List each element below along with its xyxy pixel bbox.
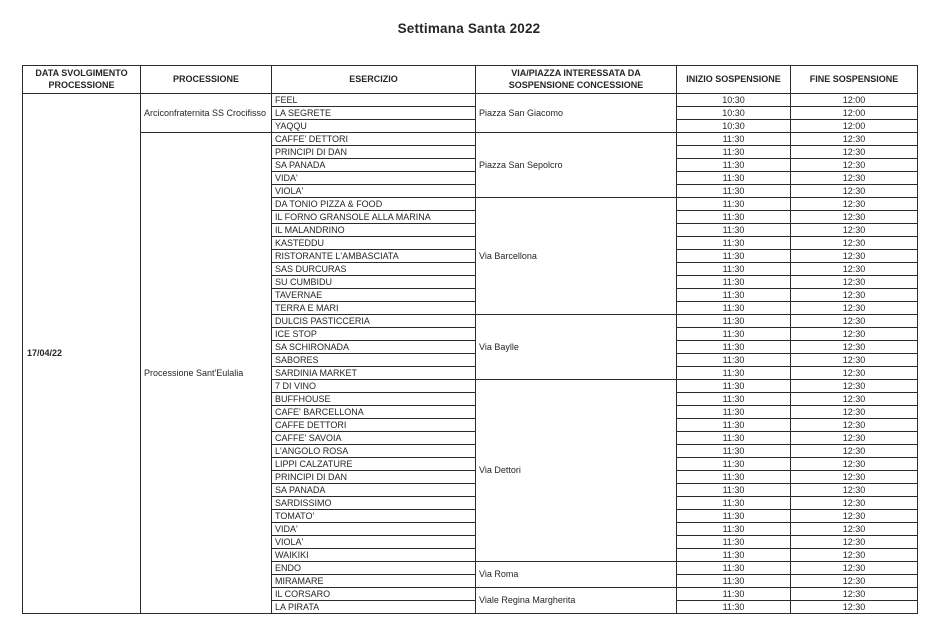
fine-sospensione-cell: 12:30 [791,497,918,510]
fine-sospensione-cell: 12:30 [791,276,918,289]
col-header-fine-sospensione: FINE SOSPENSIONE [791,66,918,94]
via-piazza-cell: Viale Regina Margherita [476,588,677,614]
inizio-sospensione-cell: 11:30 [677,536,791,549]
inizio-sospensione-cell: 11:30 [677,588,791,601]
via-piazza-cell: Piazza San Giacomo [476,94,677,133]
inizio-sospensione-cell: 11:30 [677,549,791,562]
esercizio-cell: ENDO [272,562,476,575]
fine-sospensione-cell: 12:30 [791,172,918,185]
table-row [23,94,918,107]
fine-sospensione-cell: 12:30 [791,263,918,276]
esercizio-cell: IL MALANDRINO [272,224,476,237]
esercizio-cell: TAVERNAE [272,289,476,302]
col-header-via-piazza: VIA/PIAZZA INTERESSATA DA SOSPENSIONE CONCESSIONE [476,66,677,94]
esercizio-cell: MIRAMARE [272,575,476,588]
esercizio-cell: SARDISSIMO [272,497,476,510]
col-header-processione: PROCESSIONE [141,66,272,94]
fine-sospensione-cell: 12:30 [791,185,918,198]
fine-sospensione-cell: 12:00 [791,107,918,120]
fine-sospensione-cell: 12:30 [791,159,918,172]
fine-sospensione-cell: 12:30 [791,354,918,367]
fine-sospensione-cell: 12:30 [791,562,918,575]
page-title: Settimana Santa 2022 [397,21,541,36]
esercizio-cell: VIDA' [272,523,476,536]
via-piazza-cell: Via Dettori [476,380,677,562]
inizio-sospensione-cell: 11:30 [677,224,791,237]
inizio-sospensione-cell: 11:30 [677,237,791,250]
fine-sospensione-cell: 12:30 [791,380,918,393]
fine-sospensione-cell: 12:30 [791,146,918,159]
fine-sospensione-cell: 12:30 [791,341,918,354]
fine-sospensione-cell: 12:00 [791,94,918,107]
esercizio-cell: SU CUMBIDU [272,276,476,289]
inizio-sospensione-cell: 11:30 [677,406,791,419]
col-header-inizio-sospensione: INIZIO SOSPENSIONE [677,66,791,94]
fine-sospensione-cell: 12:30 [791,458,918,471]
inizio-sospensione-cell: 11:30 [677,133,791,146]
fine-sospensione-cell: 12:30 [791,445,918,458]
esercizio-cell: L'ANGOLO ROSA [272,445,476,458]
inizio-sospensione-cell: 11:30 [677,367,791,380]
inizio-sospensione-cell: 11:30 [677,601,791,614]
inizio-sospensione-cell: 11:30 [677,484,791,497]
col-header-esercizio: ESERCIZIO [272,66,476,94]
esercizio-cell: DULCIS PASTICCERIA [272,315,476,328]
esercizio-cell: CAFE' BARCELLONA [272,406,476,419]
esercizio-cell: SAS DURCURAS [272,263,476,276]
fine-sospensione-cell: 12:30 [791,419,918,432]
fine-sospensione-cell: 12:30 [791,237,918,250]
fine-sospensione-cell: 12:30 [791,510,918,523]
inizio-sospensione-cell: 11:30 [677,575,791,588]
inizio-sospensione-cell: 11:30 [677,159,791,172]
esercizio-cell: VIOLA' [272,185,476,198]
inizio-sospensione-cell: 11:30 [677,276,791,289]
fine-sospensione-cell: 12:30 [791,289,918,302]
fine-sospensione-cell: 12:30 [791,406,918,419]
table-row [23,133,918,146]
esercizio-cell: ICE STOP [272,328,476,341]
inizio-sospensione-cell: 10:30 [677,107,791,120]
inizio-sospensione-cell: 11:30 [677,497,791,510]
fine-sospensione-cell: 12:30 [791,315,918,328]
fine-sospensione-cell: 12:30 [791,393,918,406]
inizio-sospensione-cell: 11:30 [677,328,791,341]
inizio-sospensione-cell: 11:30 [677,432,791,445]
esercizio-cell: VIDA' [272,172,476,185]
fine-sospensione-cell: 12:30 [791,484,918,497]
inizio-sospensione-cell: 11:30 [677,445,791,458]
esercizio-cell: SA SCHIRONADA [272,341,476,354]
inizio-sospensione-cell: 11:30 [677,510,791,523]
inizio-sospensione-cell: 11:30 [677,302,791,315]
esercizio-cell: PRINCIPI DI DAN [272,471,476,484]
inizio-sospensione-cell: 10:30 [677,94,791,107]
inizio-sospensione-cell: 11:30 [677,419,791,432]
esercizio-cell: FEEL [272,94,476,107]
via-piazza-cell: Via Roma [476,562,677,588]
esercizio-cell: CAFFE DETTORI [272,419,476,432]
esercizio-cell: SA PANADA [272,159,476,172]
date-cell: 17/04/22 [23,94,141,614]
esercizio-cell: IL FORNO GRANSOLE ALLA MARINA [272,211,476,224]
fine-sospensione-cell: 12:30 [791,588,918,601]
inizio-sospensione-cell: 11:30 [677,211,791,224]
inizio-sospensione-cell: 11:30 [677,172,791,185]
esercizio-cell: WAIKIKI [272,549,476,562]
esercizio-cell: TOMATO' [272,510,476,523]
fine-sospensione-cell: 12:30 [791,367,918,380]
fine-sospensione-cell: 12:30 [791,601,918,614]
table-body [23,94,918,614]
esercizio-cell: SARDINIA MARKET [272,367,476,380]
inizio-sospensione-cell: 11:30 [677,471,791,484]
esercizio-cell: 7 DI VINO [272,380,476,393]
esercizio-cell: CAFFE' SAVOIA [272,432,476,445]
esercizio-cell: RISTORANTE L'AMBASCIATA [272,250,476,263]
esercizio-cell: SA PANADA [272,484,476,497]
inizio-sospensione-cell: 11:30 [677,562,791,575]
col-header-data-svolgimento: DATA SVOLGIMENTO PROCESSIONE [23,66,141,94]
inizio-sospensione-cell: 11:30 [677,523,791,536]
fine-sospensione-cell: 12:30 [791,328,918,341]
fine-sospensione-cell: 12:30 [791,432,918,445]
fine-sospensione-cell: 12:00 [791,120,918,133]
esercizio-cell: PRINCIPI DI DAN [272,146,476,159]
inizio-sospensione-cell: 11:30 [677,263,791,276]
esercizio-cell: KASTEDDU [272,237,476,250]
inizio-sospensione-cell: 10:30 [677,120,791,133]
inizio-sospensione-cell: 11:30 [677,354,791,367]
esercizio-cell: LA PIRATA [272,601,476,614]
inizio-sospensione-cell: 11:30 [677,458,791,471]
fine-sospensione-cell: 12:30 [791,471,918,484]
inizio-sospensione-cell: 11:30 [677,250,791,263]
fine-sospensione-cell: 12:30 [791,575,918,588]
header-row [23,66,918,94]
esercizio-cell: IL CORSARO [272,588,476,601]
esercizio-cell: CAFFE' DETTORI [272,133,476,146]
inizio-sospensione-cell: 11:30 [677,198,791,211]
esercizio-cell: TERRA E MARI [272,302,476,315]
procession-cell: Processione Sant'Eulalia [141,133,272,614]
table-header [23,66,918,94]
esercizio-cell: SABORES [272,354,476,367]
inizio-sospensione-cell: 11:30 [677,315,791,328]
esercizio-cell: BUFFHOUSE [272,393,476,406]
suspension-table [22,65,918,614]
inizio-sospensione-cell: 11:30 [677,185,791,198]
fine-sospensione-cell: 12:30 [791,198,918,211]
fine-sospensione-cell: 12:30 [791,536,918,549]
esercizio-cell: YAQQU [272,120,476,133]
inizio-sospensione-cell: 11:30 [677,380,791,393]
fine-sospensione-cell: 12:30 [791,250,918,263]
esercizio-cell: VIOLA' [272,536,476,549]
inizio-sospensione-cell: 11:30 [677,341,791,354]
fine-sospensione-cell: 12:30 [791,549,918,562]
fine-sospensione-cell: 12:30 [791,133,918,146]
esercizio-cell: DA TONIO PIZZA & FOOD [272,198,476,211]
procession-cell: Arciconfraternita SS Crocifisso [141,94,272,133]
via-piazza-cell: Piazza San Sepolcro [476,133,677,198]
esercizio-cell: LIPPI CALZATURE [272,458,476,471]
fine-sospensione-cell: 12:30 [791,211,918,224]
fine-sospensione-cell: 12:30 [791,302,918,315]
via-piazza-cell: Via Barcellona [476,198,677,315]
fine-sospensione-cell: 12:30 [791,523,918,536]
inizio-sospensione-cell: 11:30 [677,289,791,302]
inizio-sospensione-cell: 11:30 [677,146,791,159]
inizio-sospensione-cell: 11:30 [677,393,791,406]
via-piazza-cell: Via Baylle [476,315,677,380]
esercizio-cell: LA SEGRETE [272,107,476,120]
fine-sospensione-cell: 12:30 [791,224,918,237]
